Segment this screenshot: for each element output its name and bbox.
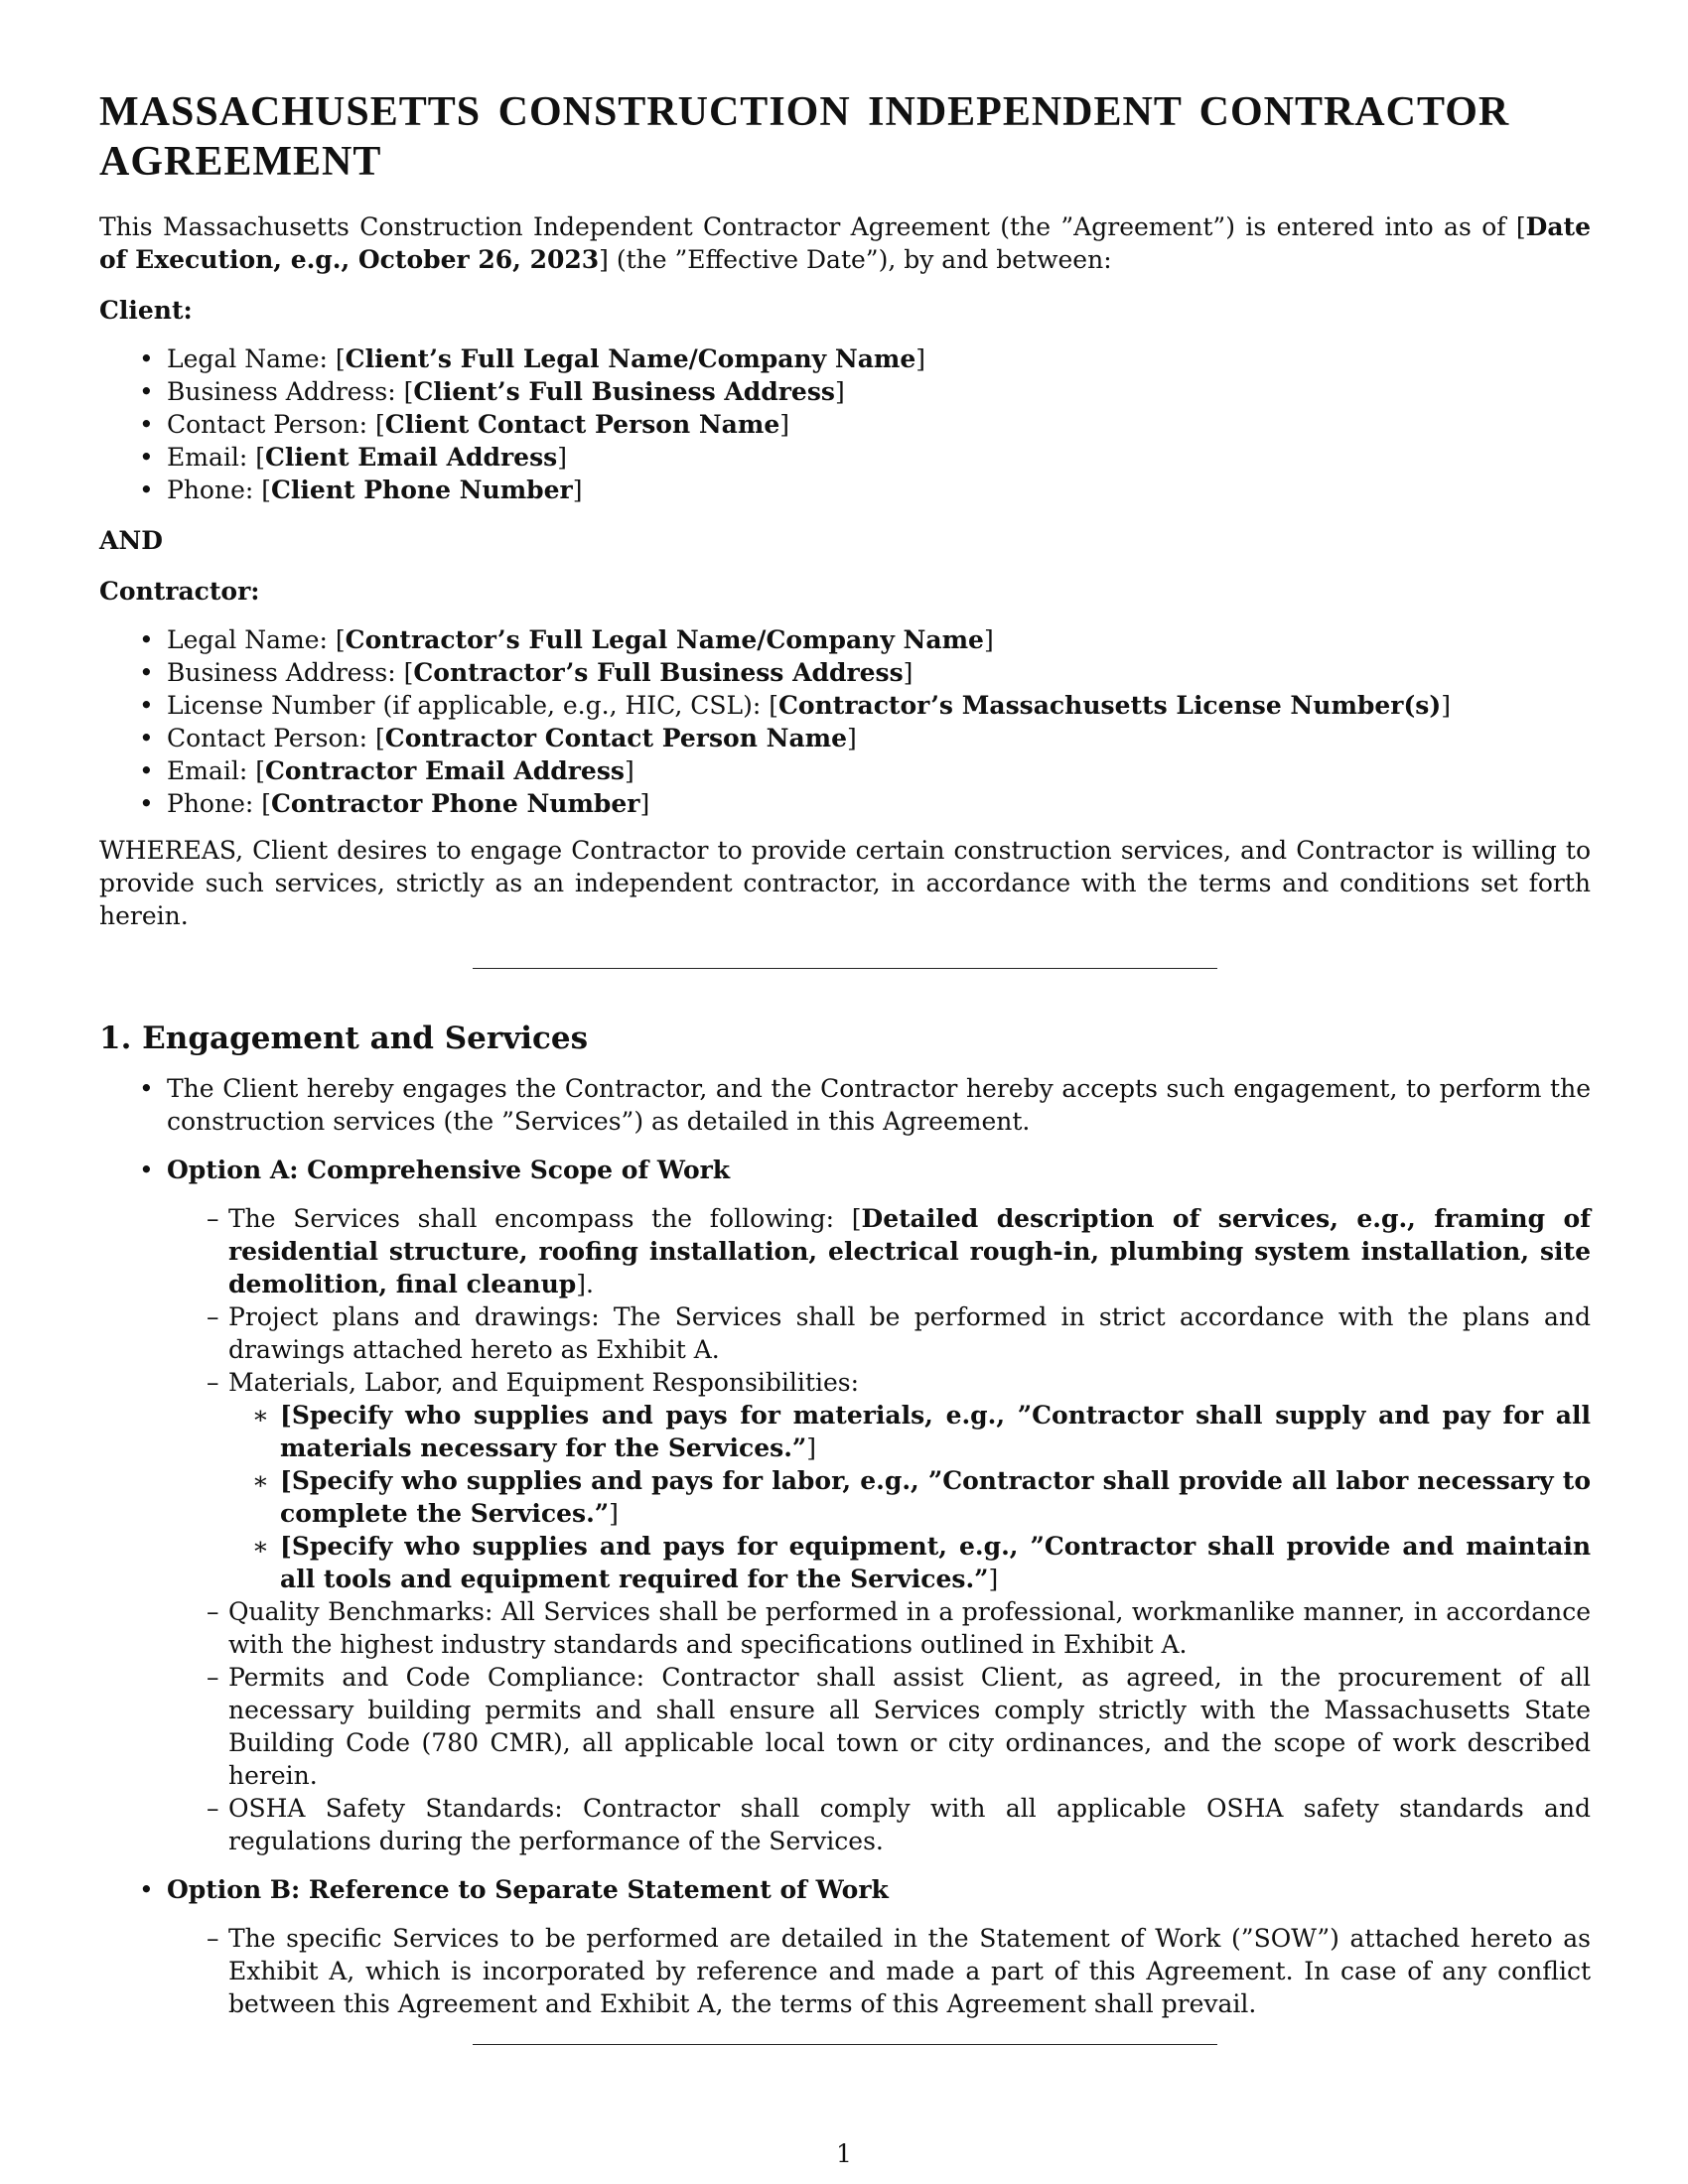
- document-page: [99, 87, 1591, 2095]
- list-item: ∗ [Specify who supplies and pays for equipment, e.g., ”Contractor shall provide and maintain all tools and equipment required for the Services.”]: [228, 1530, 1591, 1595]
- list-item: • Business Address: [Contractor’s Full Business Address]: [99, 656, 1591, 689]
- materials-label: Materials, Labor, and Equipment Responsibilities:: [228, 1368, 859, 1397]
- client-contact-value: Client Contact Person Name: [384, 410, 780, 439]
- option-a-title: • Option A: Comprehensive Scope of Work: [167, 1156, 731, 1184]
- contractor-legal-name-value: Contractor’s Full Legal Name/Company Name: [345, 625, 984, 654]
- document-title: MASSACHUSETTS CONSTRUCTION INDEPENDENT CONTRACTOR AGREEMENT: [99, 89, 1510, 185]
- intro-text-before: This Massachusetts Construction Independent Contractor Agreement (the ”Agreement”) is entered into as of [: [99, 212, 1526, 241]
- contractor-license-value: Contractor’s Massachusetts License Number(s): [778, 691, 1442, 720]
- list-item: • Phone: [Contractor Phone Number]: [99, 787, 1591, 820]
- effective-date-placeholder: Date of Execution, e.g., October 26, 2023: [99, 212, 1591, 274]
- list-item: • License Number (if applicable, e.g., HIC, CSL): [Contractor’s Massachusetts License Number(s)]: [99, 689, 1591, 722]
- contractor-contact-value: Contractor Contact Person Name: [384, 724, 847, 752]
- client-address-label: Business Address:: [167, 377, 404, 406]
- option-b-list: [167, 1922, 1591, 2020]
- list-item: • Legal Name: [Client’s Full Legal Name/Company Name]: [99, 342, 1591, 375]
- scope-placeholder: Detailed description of services, e.g., framing of residential structure, roofing installation, electrical rough-in, plumbing system installation, site demolition, final cleanup: [228, 1204, 1591, 1298]
- client-phone-label: Phone:: [167, 476, 262, 504]
- materials-responsibility: Specify who supplies and pays for materials, e.g., ”Contractor shall supply and pay for all materials necessary for the Services.”: [280, 1401, 1591, 1462]
- client-legal-name-value: Client’s Full Legal Name/Company Name: [345, 344, 916, 373]
- contractor-legal-name-label: Legal Name:: [167, 625, 336, 654]
- contractor-phone-value: Contractor Phone Number: [271, 789, 640, 818]
- section-1-heading: 1. Engagement and Services: [99, 1021, 589, 1056]
- client-address-value: Client’s Full Business Address: [413, 377, 835, 406]
- quality-item: – Quality Benchmarks: All Services shall be performed in a professional, workmanlike manner, in accordance with the highest industry standards and specifications outlined in Exhibit A.: [167, 1595, 1591, 1661]
- option-b-title: • Option B: Reference to Separate Statement of Work: [167, 1875, 889, 1904]
- sow-item: – The specific Services to be performed are detailed in the Statement of Work (”SOW”) attached hereto as Exhibit A, which is incorporated by reference and made a part of this Agreement. In case of any conflict between this Agreement and Exhibit A, the terms of this Agreement shall prevail.: [167, 1922, 1591, 2020]
- contractor-address-label: Business Address:: [167, 658, 404, 687]
- contractor-details-list: [99, 623, 1591, 820]
- list-item: • Legal Name: [Contractor’s Full Legal Name/Company Name]: [99, 623, 1591, 656]
- list-item: • Contact Person: [Client Contact Person Name]: [99, 408, 1591, 441]
- plans-item: – Project plans and drawings: The Services shall be performed in strict accordance with the plans and drawings attached hereto as Exhibit A.: [167, 1300, 1591, 1366]
- osha-item: – OSHA Safety Standards: Contractor shall comply with all applicable OSHA safety standards and regulations during the performance of the Services.: [167, 1792, 1591, 1857]
- client-phone-value: Client Phone Number: [271, 476, 573, 504]
- intro-text-after: ] (the ”Effective Date”), by and between:: [599, 245, 1112, 274]
- client-heading: Client:: [99, 296, 193, 325]
- contractor-heading: Contractor:: [99, 577, 260, 606]
- contractor-email-label: Email:: [167, 756, 256, 785]
- client-legal-name-label: Legal Name:: [167, 344, 336, 373]
- contractor-address-value: Contractor’s Full Business Address: [413, 658, 904, 687]
- contractor-phone-label: Phone:: [167, 789, 262, 818]
- client-contact-label: Contact Person:: [167, 410, 376, 439]
- option-a-item: [99, 1154, 1591, 1857]
- permits-item: – Permits and Code Compliance: Contractor shall assist Client, as agreed, in the procurement of all necessary building permits and shall ensure all Services comply strictly with the Massachusetts State Building Code (780 CMR), all applicable local town or city ordinances, and the scope of work described herein.: [167, 1661, 1591, 1792]
- contractor-license-label: License Number (if applicable, e.g., HIC, CSL):: [167, 691, 770, 720]
- contractor-contact-label: Contact Person:: [167, 724, 376, 752]
- list-item: ∗ [Specify who supplies and pays for labor, e.g., ”Contractor shall provide all labor necessary to complete the Services.”]: [228, 1464, 1591, 1530]
- section-1-list: [99, 1072, 1591, 2020]
- scope-item: [167, 1202, 1591, 1300]
- scope-label: The Services shall encompass the following: [: [228, 1204, 862, 1233]
- labor-responsibility: Specify who supplies and pays for labor, e.g., ”Contractor shall provide all labor necessary to complete the Services.”: [280, 1466, 1591, 1528]
- list-item: • Email: [Contractor Email Address]: [99, 754, 1591, 787]
- equipment-responsibility: Specify who supplies and pays for equipment, e.g., ”Contractor shall provide and maintain all tools and equipment required for the Services.”: [280, 1532, 1591, 1593]
- whereas-paragraph: WHEREAS, Client desires to engage Contractor to provide certain construction services, and Contractor is willing to provide such services, strictly as an independent contractor, in accordance with the terms and conditions set forth herein.: [99, 836, 1591, 930]
- client-email-label: Email:: [167, 443, 256, 472]
- engagement-item: • The Client hereby engages the Contractor, and the Contractor hereby accepts such engagement, to perform the construction services (the ”Services”) as detailed in this Agreement.: [99, 1072, 1591, 1138]
- list-item: • Contact Person: [Contractor Contact Person Name]: [99, 722, 1591, 754]
- option-a-list: [167, 1202, 1591, 1857]
- client-details-list: [99, 342, 1591, 506]
- responsibilities-list: [228, 1399, 1591, 1595]
- scope-end: ].: [576, 1270, 594, 1298]
- section-divider: [473, 968, 1217, 969]
- option-b-item: [99, 1873, 1591, 2020]
- contractor-email-value: Contractor Email Address: [265, 756, 625, 785]
- materials-item: [167, 1366, 1591, 1595]
- section-divider: [473, 2044, 1217, 2045]
- intro-paragraph: [99, 210, 1591, 276]
- and-separator: AND: [99, 526, 163, 555]
- list-item: • Email: [Client Email Address]: [99, 441, 1591, 474]
- page-number: 1: [836, 2139, 852, 2168]
- list-item: • Business Address: [Client’s Full Business Address]: [99, 375, 1591, 408]
- client-email-value: Client Email Address: [265, 443, 558, 472]
- list-item: ∗ [Specify who supplies and pays for materials, e.g., ”Contractor shall supply and pay for all materials necessary for the Services.”]: [228, 1399, 1591, 1464]
- list-item: • Phone: [Client Phone Number]: [99, 474, 1591, 506]
